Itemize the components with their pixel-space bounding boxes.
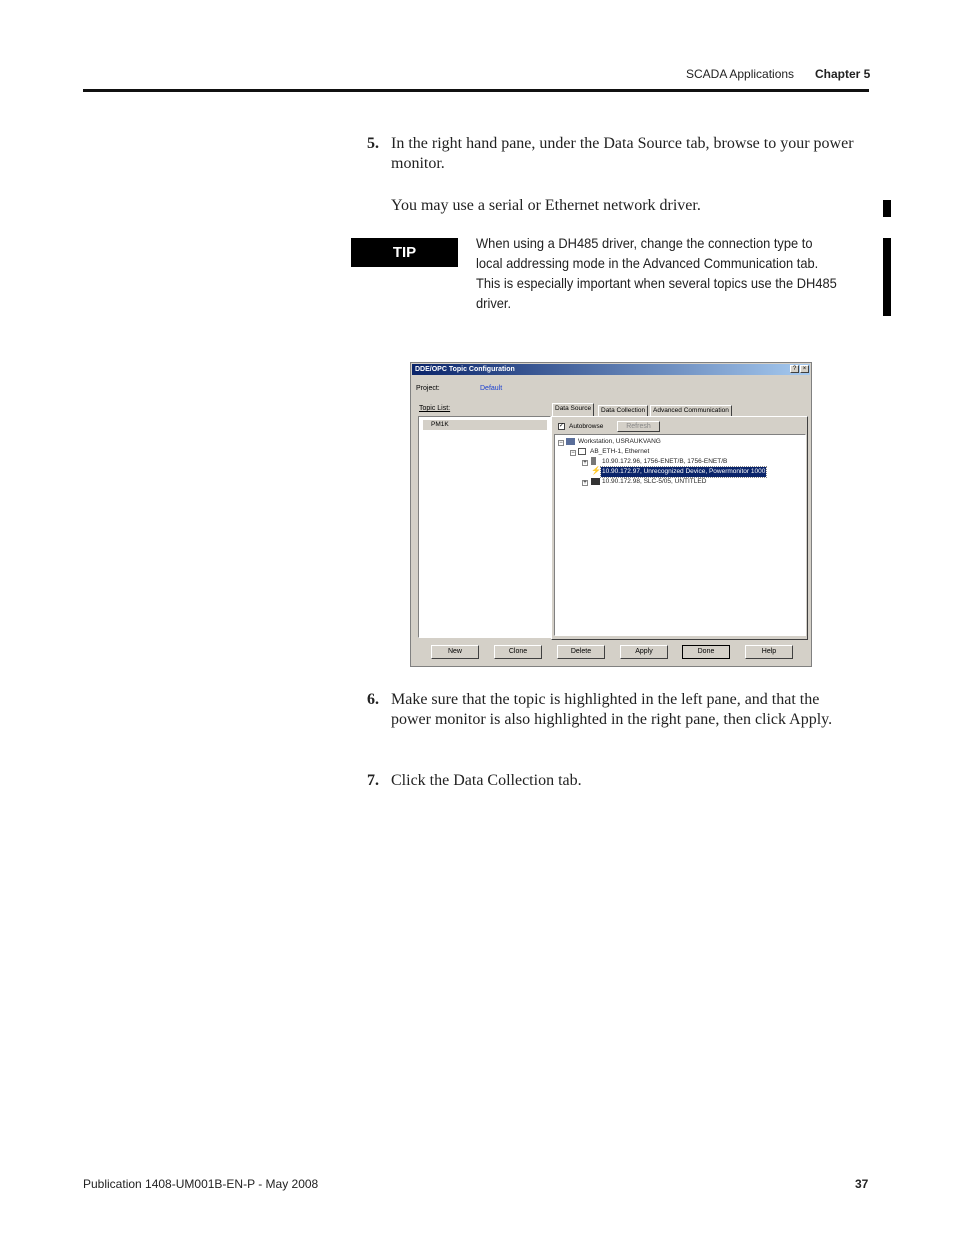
step-number: 5. bbox=[367, 135, 379, 152]
device-tree[interactable] bbox=[554, 434, 806, 636]
topic-item[interactable]: PM1K bbox=[423, 420, 547, 430]
step-text: In the right hand pane, under the Data Source tab, browse to your power monitor. bbox=[391, 135, 854, 172]
header-rule bbox=[83, 89, 869, 92]
running-header-chapter: Chapter 5 bbox=[815, 67, 871, 81]
tree-item[interactable]: 10.90.172.96, 1756-ENET/B, 1756-ENET/B bbox=[602, 458, 728, 465]
change-bar bbox=[883, 238, 891, 316]
help-button[interactable]: Help bbox=[745, 645, 793, 659]
running-header-section: SCADA Applications bbox=[686, 67, 795, 81]
new-button[interactable]: New bbox=[431, 645, 479, 659]
delete-button[interactable]: Delete bbox=[557, 645, 605, 659]
tree-item-selected[interactable]: 10.90.172.97, Unrecognized Device, Powermonitor 1000 bbox=[602, 468, 766, 475]
expand-icon[interactable]: + bbox=[583, 460, 587, 466]
footer-publication: Publication 1408-UM001B-EN-P - May 2008 bbox=[83, 1177, 319, 1191]
project-label: Project: bbox=[416, 385, 440, 392]
step-text: Make sure that the topic is highlighted in the left pane, and that the power monitor is also highlighted in the right pane, then click Apply. bbox=[391, 691, 833, 728]
project-value: Default bbox=[480, 385, 503, 392]
tree-item[interactable]: AB_ETH-1, Ethernet bbox=[590, 448, 650, 455]
expand-icon[interactable]: + bbox=[583, 480, 587, 486]
page-number: 37 bbox=[855, 1177, 869, 1191]
tree-item[interactable]: Workstation, USRAUKVANG bbox=[578, 438, 661, 445]
collapse-icon[interactable]: − bbox=[559, 440, 563, 446]
lightning-icon: ⚡ bbox=[591, 466, 601, 475]
autobrowse-label: Autobrowse bbox=[569, 423, 604, 430]
topic-configuration-dialog bbox=[410, 362, 812, 667]
dialog-title: DDE/OPC Topic Configuration bbox=[412, 364, 810, 375]
workstation-icon bbox=[566, 438, 575, 445]
done-button[interactable]: Done bbox=[682, 645, 730, 659]
topic-list[interactable] bbox=[418, 416, 551, 638]
refresh-button[interactable]: Refresh bbox=[617, 421, 660, 432]
clone-button[interactable]: Clone bbox=[494, 645, 542, 659]
tip-label: TIP bbox=[351, 238, 458, 267]
collapse-icon[interactable]: − bbox=[571, 450, 575, 456]
topic-list-label: Topic List: bbox=[419, 405, 451, 412]
tab-data-source[interactable]: Data Source bbox=[552, 403, 594, 416]
change-bar bbox=[883, 200, 891, 217]
step-5-note: You may use a serial or Ethernet network driver. bbox=[391, 197, 701, 214]
close-title-button[interactable]: × bbox=[800, 365, 809, 373]
step-number: 7. bbox=[367, 772, 379, 789]
tab-advanced-communication[interactable]: Advanced Communication bbox=[650, 405, 732, 416]
step-number: 6. bbox=[367, 691, 379, 708]
plc-icon bbox=[591, 478, 600, 485]
device-icon bbox=[591, 457, 596, 465]
apply-button[interactable]: Apply bbox=[620, 645, 668, 659]
autobrowse-checkbox[interactable]: ✓ bbox=[559, 423, 565, 429]
tip-text: When using a DH485 driver, change the connection type to local addressing mode in the Advanced Communication tab. This is especially important when several topics use the DH485 driver. bbox=[476, 235, 837, 311]
network-icon bbox=[578, 448, 586, 455]
step-text: Click the Data Collection tab. bbox=[391, 772, 582, 789]
tab-data-collection[interactable]: Data Collection bbox=[598, 405, 648, 416]
help-title-button[interactable]: ? bbox=[790, 365, 799, 373]
tree-item[interactable]: 10.90.172.98, SLC-5/05, UNTITLED bbox=[602, 478, 707, 485]
